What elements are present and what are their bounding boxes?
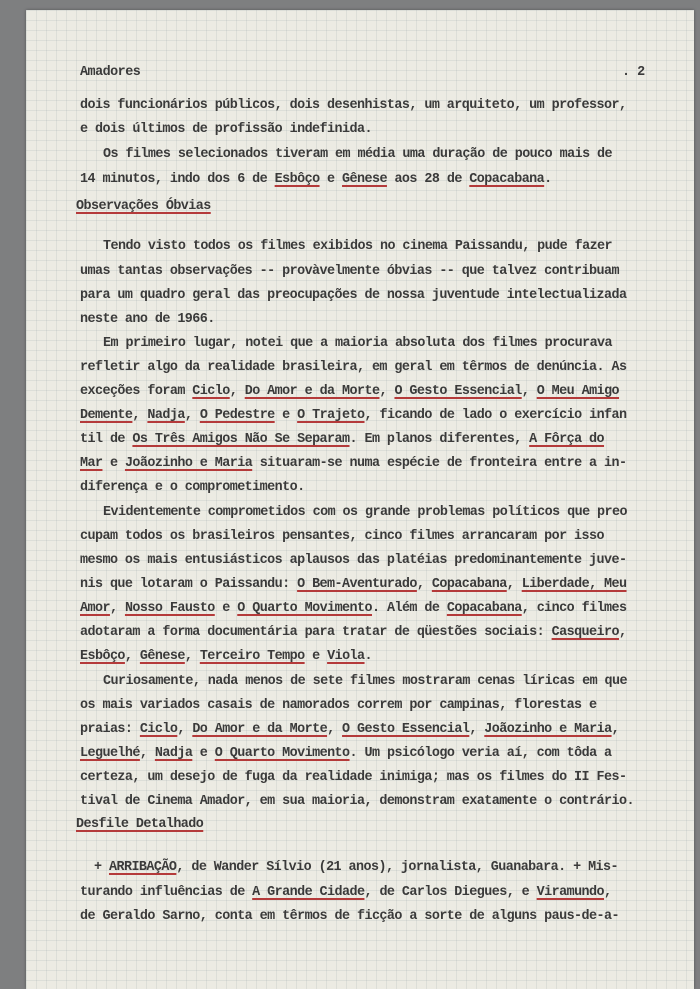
text-run: exceções foram <box>80 384 193 399</box>
text-run: e <box>214 601 238 616</box>
text-line <box>80 747 612 760</box>
underlined-title: Liberdade, Meu <box>521 577 627 592</box>
underlined-title: Do Amor e da Morte <box>244 384 380 399</box>
underlined-title: Viramundo <box>536 885 605 900</box>
underlined-title: Viola <box>327 649 365 664</box>
underlined-title: O Gesto Essencial <box>394 384 522 399</box>
text-run: , <box>618 625 627 640</box>
text-line <box>80 723 619 736</box>
underlined-title: Demente <box>80 408 133 423</box>
text-run: , <box>177 722 193 737</box>
text-line <box>94 861 618 874</box>
text-run: Evidentemente comprometidos com os grande problemas políticos que preo <box>103 505 627 520</box>
text-line <box>103 240 612 253</box>
underlined-title: Observações Óbvias <box>76 199 211 214</box>
text-run: , <box>416 577 432 592</box>
text-run: diferença e o comprometimento. <box>80 480 305 495</box>
underlined-title: Copacabana <box>431 577 507 592</box>
text-line <box>80 385 619 398</box>
text-run: adotaram a forma documentária para tratar de qüestões sociais: <box>80 625 552 640</box>
underlined-title: Ciclo <box>139 722 178 737</box>
text-line <box>80 530 604 543</box>
text-run: praias: <box>80 722 140 737</box>
text-line <box>76 818 203 831</box>
text-run: , de Carlos Diegues, e <box>364 885 537 900</box>
text-run: certeza, um desejo de fuga da realidade inimiga; mas os filmes do II Fes- <box>80 770 627 785</box>
underlined-title: Joãozinho e Maria <box>124 456 253 471</box>
text-run: , de Wander Sílvio (21 anos), jornalista, Guanabara. + Mis- <box>176 860 619 875</box>
underlined-title: A Fôrça do <box>529 432 605 447</box>
text-line <box>103 675 627 688</box>
underlined-title: Copacabana <box>469 172 545 187</box>
text-run: , cinco filmes <box>521 601 627 616</box>
text-line <box>80 123 372 136</box>
text-line <box>80 578 627 591</box>
text-run: , <box>124 649 140 664</box>
text-run: de Geraldo Sarno, conta em têrmos de ficção a sorte de alguns paus-de-a- <box>80 909 619 924</box>
text-run: , <box>184 408 200 423</box>
text-run: + <box>94 860 109 875</box>
text-run: 14 minutos, indo dos 6 de <box>80 172 275 187</box>
text-run: Tendo visto todos os filmes exibidos no cinema Paissandu, pude fazer <box>103 239 613 254</box>
underlined-title: Leguelhé <box>80 746 140 761</box>
underlined-title: Casqueiro <box>551 625 619 640</box>
text-line <box>80 699 597 712</box>
text-line <box>80 409 627 422</box>
underlined-title: Nadja <box>147 408 185 423</box>
text-line <box>80 265 619 278</box>
text-run: e <box>304 649 328 664</box>
text-run: . Em planos diferentes, <box>349 432 530 447</box>
text-line <box>80 554 626 567</box>
text-run: situaram-se numa espécie de fronteira entre a in- <box>252 456 627 471</box>
underlined-title: Copacabana <box>446 601 522 616</box>
underlined-title: O Gesto Essencial <box>342 722 470 737</box>
text-run: e <box>274 408 298 423</box>
text-line <box>80 481 305 494</box>
text-run: e <box>192 746 215 761</box>
underlined-title: Terceiro Tempo <box>199 649 305 664</box>
underlined-title: O Pedestre <box>199 408 275 423</box>
text-run: cupam todos os brasileiros pensantes, cinco filmes arrancaram por isso <box>80 529 604 544</box>
text-run: , <box>469 722 485 737</box>
text-run: , <box>109 601 125 616</box>
text-line <box>80 771 626 784</box>
text-line <box>80 910 619 923</box>
text-line <box>80 602 627 615</box>
underlined-title: Do Amor e da Morte <box>192 722 328 737</box>
text-line <box>80 173 552 186</box>
underlined-title: Gênese <box>342 172 387 187</box>
text-line <box>80 886 612 899</box>
text-line <box>80 650 372 663</box>
text-run: , <box>139 746 155 761</box>
text-run: mesmo os mais entusiásticos aplausos das platéias predominantemente juve- <box>80 553 627 568</box>
text-run: dois funcionários públicos, dois desenhistas, um arquiteto, um professor, <box>80 98 627 113</box>
text-run: , <box>327 722 343 737</box>
text-run: umas tantas observações -- provàvelmente óbvias -- que talvez contribuam <box>80 264 619 279</box>
text-line <box>76 200 211 213</box>
text-run: aos 28 de <box>386 172 470 187</box>
text-run: turando influências de <box>80 885 253 900</box>
text-run: e dois últimos de profissão indefinida. <box>80 122 372 137</box>
text-line <box>80 457 627 470</box>
text-run: , <box>506 577 522 592</box>
text-run: e <box>102 456 125 471</box>
underlined-title: O Quarto Movimento <box>237 601 372 616</box>
text-run: , ficando de lado o exercício infan <box>364 408 627 423</box>
underlined-title: O Trajeto <box>297 408 365 423</box>
text-run: . <box>364 649 373 664</box>
text-line <box>103 337 612 350</box>
text-run: Em primeiro lugar, notei que a maioria absoluta dos filmes procurava <box>103 336 613 351</box>
text-run: tival de Cinema Amador, em sua maioria, demonstram exatamente o contrário. <box>80 794 634 809</box>
text-run: , <box>611 722 620 737</box>
text-run: neste ano de 1966. <box>80 312 215 327</box>
text-run: para um quadro geral das preocupações de nossa juventude intelectualizada <box>80 288 627 303</box>
text-run: , <box>379 384 395 399</box>
text-run: . Além de <box>372 601 447 616</box>
text-run: , <box>521 384 537 399</box>
underlined-title: O Meu Amigo <box>536 384 620 399</box>
underlined-title: Gênese <box>139 649 185 664</box>
underlined-title: O Bem-Aventurado <box>297 577 417 592</box>
text-run: , <box>184 649 200 664</box>
text-line <box>80 313 215 326</box>
text-run: , <box>132 408 148 423</box>
text-line <box>80 289 626 302</box>
text-run: til de <box>80 432 133 447</box>
text-line <box>80 433 604 446</box>
text-line <box>103 506 627 519</box>
page-number: . 2 <box>622 65 645 80</box>
text-run: , <box>229 384 245 399</box>
underlined-title: Nosso Fausto <box>124 601 215 616</box>
text-line <box>80 795 634 808</box>
text-run: nis que lotaram o Paissandu: <box>80 577 298 592</box>
underlined-title: Joãozinho e Maria <box>484 722 612 737</box>
underlined-title: Nadja <box>154 746 193 761</box>
underlined-title: Mar <box>80 456 103 471</box>
underlined-title: Esbôço <box>80 649 125 664</box>
underlined-title: Ciclo <box>192 384 230 399</box>
underlined-title: Amor <box>80 601 110 616</box>
underlined-title: Os Três Amigos Não Se Separam <box>132 432 350 447</box>
text-run: os mais variados casais de namorados correm por campinas, florestas e <box>80 698 597 713</box>
underlined-title: A Grande Cidade <box>252 885 365 900</box>
text-line <box>80 626 626 639</box>
text-line <box>80 361 626 374</box>
underlined-title: O Quarto Movimento <box>214 746 350 761</box>
text-run: e <box>319 172 343 187</box>
underlined-title: Desfile Detalhado <box>76 817 204 832</box>
text-run: refletir algo da realidade brasileira, em geral em têrmos de denúncia. As <box>80 360 627 375</box>
underlined-title: Esbôço <box>274 172 320 187</box>
text-line <box>103 148 612 161</box>
text-run: . <box>544 172 552 187</box>
underlined-title: ARRIBAÇÃO <box>108 860 177 875</box>
text-run: Os filmes selecionados tiveram em média uma duração de pouco mais de <box>103 147 613 162</box>
text-run: . Um psicólogo veria aí, com tôda a <box>349 746 612 761</box>
typewritten-page <box>26 10 694 989</box>
running-header: Amadores <box>80 65 141 80</box>
text-line <box>80 99 626 112</box>
text-run: Curiosamente, nada menos de sete filmes mostraram cenas líricas em que <box>103 674 627 689</box>
text-run: , <box>604 885 612 900</box>
